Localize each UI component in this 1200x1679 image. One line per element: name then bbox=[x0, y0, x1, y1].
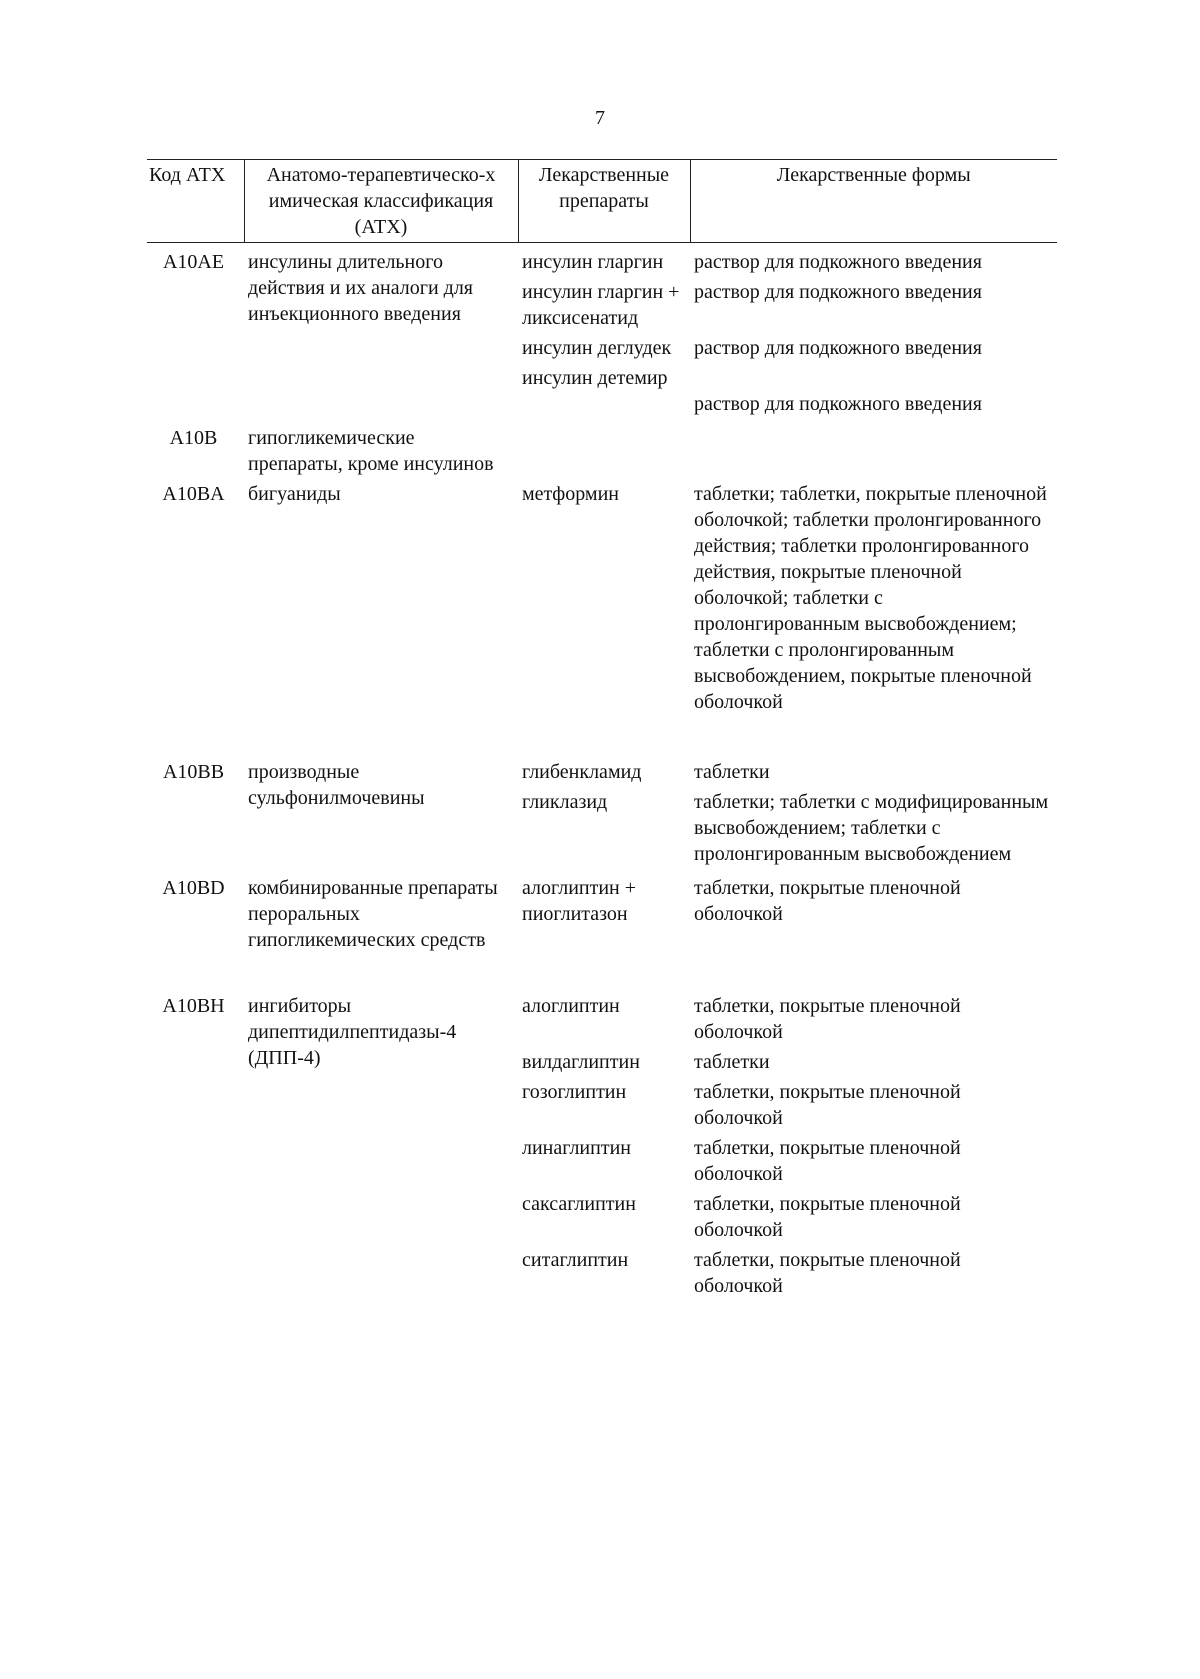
atx-code: A10BH bbox=[162, 995, 225, 1017]
atx-name: производные сульфонилмочевины bbox=[248, 761, 425, 809]
table-row bbox=[147, 875, 1057, 993]
drug-cell bbox=[518, 481, 690, 759]
drug-form: таблетки; таблетки, покрытые пленочной оболочкой; таблетки пролонгированного действия; таблетки пролонгированного действия, покрытые пленочной оболочкой; таблетки с пролонгированным высвобождением; таблетки с пролонгированным высвобождением, покрытые пленочной оболочкой bbox=[694, 483, 1047, 713]
header-drugs: Лекарственные препараты bbox=[518, 160, 690, 243]
drug-form: таблетки, покрытые пленочной оболочкой bbox=[694, 1193, 961, 1241]
atx-code: A10AE bbox=[162, 251, 225, 273]
table-row bbox=[147, 425, 1057, 481]
drug-cell bbox=[518, 993, 690, 1307]
drug-cell bbox=[518, 243, 690, 426]
drug-form: таблетки, покрытые пленочной оболочкой bbox=[694, 1249, 961, 1297]
drug-form: раствор для подкожного введения bbox=[694, 251, 982, 273]
drug-name: саксаглиптин bbox=[522, 1193, 636, 1215]
drug-form: таблетки bbox=[694, 761, 770, 783]
drug-name: алоглиптин bbox=[522, 995, 620, 1017]
table-header-row bbox=[147, 160, 1057, 243]
table-row bbox=[147, 481, 1057, 759]
header-code: Код АТХ bbox=[147, 160, 244, 243]
drug-cell bbox=[518, 759, 690, 875]
drug-name: инсулин деглудек bbox=[522, 337, 672, 359]
table-row bbox=[147, 759, 1057, 875]
drug-form: таблетки; таблетки с модифицированным высвобождением; таблетки с пролонгированным высвобождением bbox=[694, 791, 1049, 865]
header-classification: Анатомо-терапевтическо-х имическая классификация (АТХ) bbox=[244, 160, 518, 243]
drug-name: гозоглиптин bbox=[522, 1081, 627, 1103]
page-number: 7 bbox=[595, 107, 605, 129]
drug-name: алоглиптин + пиоглитазон bbox=[522, 877, 637, 925]
atx-table bbox=[147, 159, 1057, 1307]
form-cell bbox=[690, 243, 1057, 426]
drug-form: таблетки bbox=[694, 1051, 770, 1073]
header-forms: Лекарственные формы bbox=[690, 160, 1057, 243]
table-row bbox=[147, 993, 1057, 1307]
drug-form: таблетки, покрытые пленочной оболочкой bbox=[694, 995, 961, 1043]
drug-name: линаглиптин bbox=[522, 1137, 631, 1159]
drug-name: инсулин гларгин bbox=[522, 251, 664, 273]
drug-cell bbox=[518, 425, 690, 481]
drug-name: глибенкламид bbox=[522, 761, 642, 783]
drug-form: раствор для подкожного введения bbox=[694, 393, 982, 415]
drug-name: инсулин гларгин + ликсисенатид bbox=[522, 281, 680, 329]
form-cell bbox=[690, 875, 1057, 993]
table-row bbox=[147, 243, 1057, 426]
drug-name: метформин bbox=[522, 483, 619, 505]
atx-name: гипогликемические препараты, кроме инсулинов bbox=[248, 427, 494, 475]
atx-code: A10BD bbox=[162, 877, 225, 899]
atx-name: инсулины длительного действия и их аналоги для инъекционного введения bbox=[248, 251, 473, 325]
atx-code: A10BA bbox=[162, 483, 225, 505]
atx-code: A10B bbox=[169, 427, 218, 449]
form-cell bbox=[690, 993, 1057, 1307]
atx-name: комбинированные препараты пероральных гипогликемических средств bbox=[248, 877, 498, 951]
form-cell bbox=[690, 425, 1057, 481]
drug-form: раствор для подкожного введения bbox=[694, 281, 982, 303]
drug-name: гликлазид bbox=[522, 791, 608, 813]
drug-name: вилдаглиптин bbox=[522, 1051, 640, 1073]
drug-name: инсулин детемир bbox=[522, 367, 668, 389]
atx-name: ингибиторы дипептидилпептидазы-4 (ДПП-4) bbox=[248, 995, 457, 1069]
drug-form: таблетки, покрытые пленочной оболочкой bbox=[694, 1081, 961, 1129]
drug-cell bbox=[518, 875, 690, 993]
atx-code: A10BB bbox=[162, 761, 225, 783]
atx-name: бигуаниды bbox=[248, 483, 341, 505]
form-cell bbox=[690, 759, 1057, 875]
form-cell bbox=[690, 481, 1057, 759]
drug-name: ситаглиптин bbox=[522, 1249, 629, 1271]
drug-form: таблетки, покрытые пленочной оболочкой bbox=[694, 877, 961, 925]
drug-form: таблетки, покрытые пленочной оболочкой bbox=[694, 1137, 961, 1185]
drug-form: раствор для подкожного введения bbox=[694, 337, 982, 359]
